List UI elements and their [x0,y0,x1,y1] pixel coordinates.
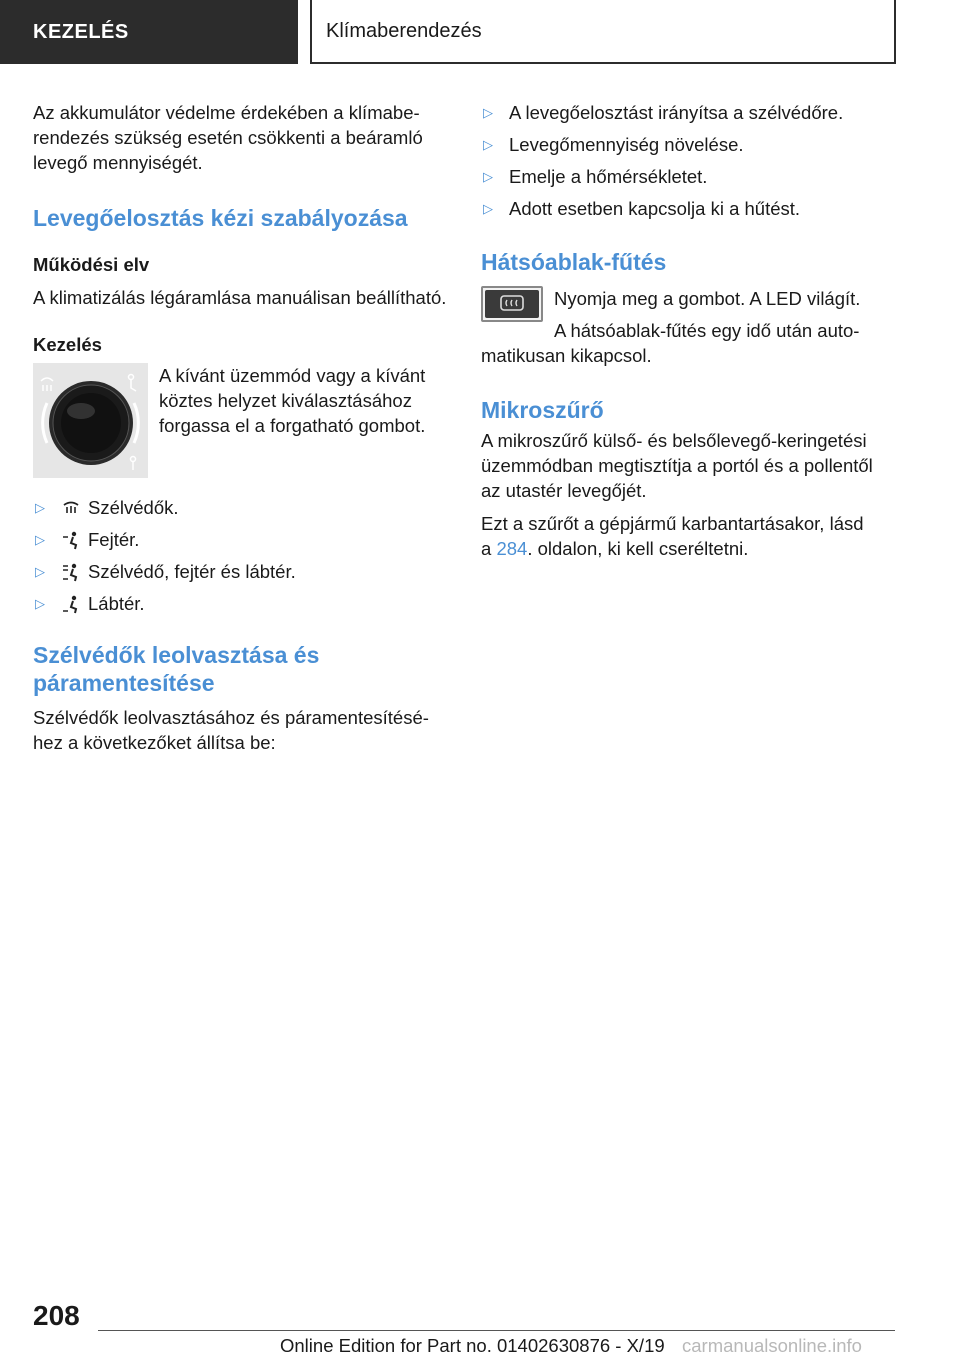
head-air-icon [61,530,81,550]
windshield-head-foot-air-icon [61,562,81,582]
rear-heating-block [481,286,901,368]
rotary-knob-image [33,363,148,478]
right-column [481,100,901,561]
rear-heating-text-2a: A hátsóablak-fűtés egy idő után auto- [554,320,860,341]
subheading-principle: Működési elv [33,254,150,275]
page-number: 208 [33,1300,80,1331]
list-item [481,132,901,164]
section-heading-rear-window-heating: Hátsóablak-fűtés [481,249,667,275]
mode-label: Fejtér. [88,529,140,550]
bullet-triangle-icon: ▷ [483,137,493,152]
operation-block [33,363,453,485]
bullet-triangle-icon: ▷ [35,500,45,515]
step-text: A levegőelosztást irányítsa a szélvédőre. [509,102,844,123]
bullet-triangle-icon: ▷ [483,169,493,184]
principle-text: A klimatizálás légáramlása manuálisan beállítható. [33,287,447,308]
list-item [481,196,901,228]
list-item [33,527,453,559]
rear-heating-text-2b: matikusan kikapcsol. [481,345,652,366]
intro-text: Az akkumulátor védelme érdekében a klímabe- rendezés szükség esetén csökkenti a beáramló levegő mennyiségét. [33,102,423,173]
list-item [33,591,453,623]
section-heading-microfilter: Mikroszűrő [481,397,604,423]
foot-air-icon [61,594,81,614]
bullet-triangle-icon: ▷ [483,105,493,120]
section-heading-defrost: Szélvédők leolvasztása és páramentesítése [33,642,320,696]
operation-text: A kívánt üzemmód vagy a kívánt köztes helyzet kiválasztásához forgassa el a forgatható gombot. [159,365,426,436]
chapter-title [310,0,896,64]
rotary-knob-icon [33,363,148,478]
list-item [33,559,453,591]
rear-defrost-icon [497,294,527,314]
section-tab: KEZELÉS [0,0,298,64]
step-text: Adott esetben kapcsolja ki a hűtést. [509,198,801,219]
windshield-air-icon [61,498,81,518]
bullet-triangle-icon: ▷ [35,596,45,611]
section-heading-air-distribution: Levegőelosztás kézi szabályozása [33,205,408,231]
list-item [481,164,901,196]
list-item [33,495,453,527]
mode-label: Szélvédők. [88,497,179,518]
step-text: Emelje a hőmérsékletet. [509,166,708,187]
page-reference-link[interactable]: 284 [496,538,528,559]
rear-window-heating-button-image [481,286,543,322]
edition-text: Online Edition for Part no. 01402630876 - X/19 [280,1335,665,1356]
list-item [481,100,901,132]
defrost-steps-list [481,100,901,228]
footer-divider [98,1330,895,1331]
subheading-operation: Kezelés [33,334,102,355]
watermark: carmanualsonline.info [682,1335,862,1356]
bullet-triangle-icon: ▷ [483,201,493,216]
defrost-text: Szélvédők leolvasztásához és páramentesítésé- hez a következőket állítsa be: [33,707,429,753]
left-column [33,100,453,755]
rear-heating-text-1: Nyomja meg a gombot. A LED világít. [554,288,861,309]
mode-list [33,495,453,623]
bullet-triangle-icon: ▷ [35,564,45,579]
filter-service-text: Ezt a szűrőt a gépjármű karbantartásakor, lásd a 284. oldalon, ki kell cseréltetni. [481,513,864,559]
bullet-triangle-icon: ▷ [35,532,45,547]
filter-text: A mikroszűrő külső- és belsőlevegő-keringetési üzemmódban megtisztítja a portól és a pollentől az utastér levegőjét. [481,430,873,501]
mode-label: Lábtér. [88,593,145,614]
chapter-title-text: Klímaberendezés [326,19,482,42]
mode-label: Szélvédő, fejtér és lábtér. [88,561,296,582]
step-text: Levegőmennyiség növelése. [509,134,744,155]
